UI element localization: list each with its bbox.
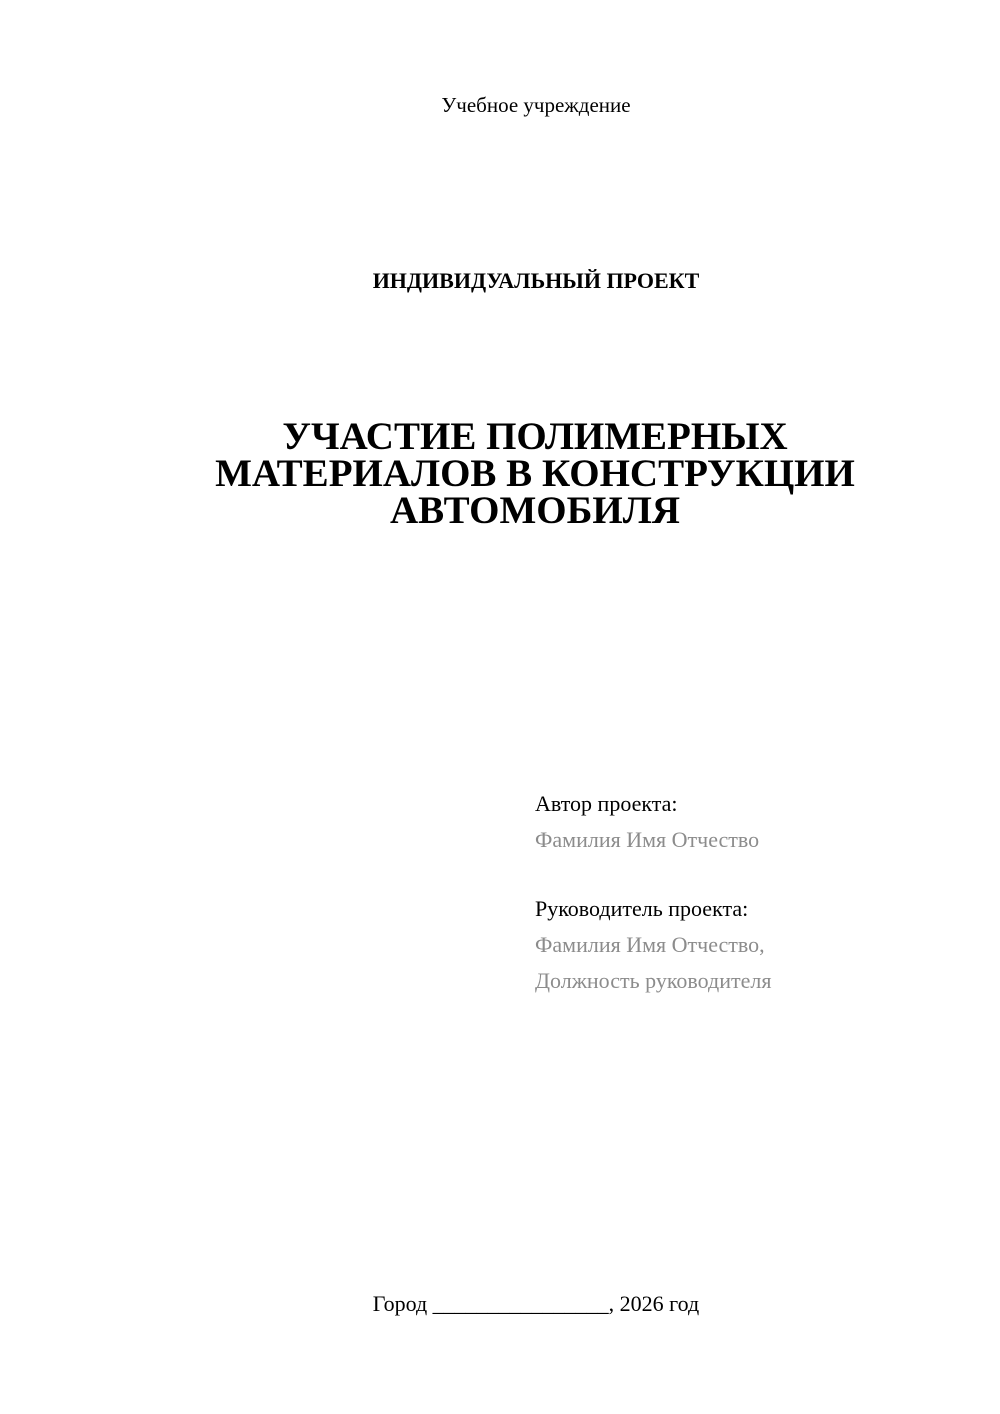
supervisor-block	[535, 891, 975, 999]
supervisor-label: Руководитель проекта:	[535, 896, 749, 921]
document-title	[200, 415, 870, 532]
city-year-line: Город ________________, 2026 год	[372, 1291, 700, 1316]
document-title-line-1: УЧАСТИЕ ПОЛИМЕРНЫХ	[282, 415, 788, 458]
author-block	[535, 786, 975, 858]
document-type: ИНДИВИДУАЛЬНЫЙ ПРОЕКТ	[372, 268, 700, 293]
author-name-placeholder: Фамилия Имя Отчество	[535, 827, 760, 852]
supervisor-name-placeholder: Фамилия Имя Отчество,	[535, 932, 765, 957]
institution-name: Учебное учреждение	[441, 93, 631, 117]
author-label: Автор проекта:	[535, 791, 678, 816]
supervisor-position-placeholder: Должность руководителя	[535, 968, 772, 993]
document-title-line-3: АВТОМОБИЛЯ	[390, 489, 680, 532]
document-title-line-2: МАТЕРИАЛОВ В КОНСТРУКЦИИ	[215, 452, 855, 495]
